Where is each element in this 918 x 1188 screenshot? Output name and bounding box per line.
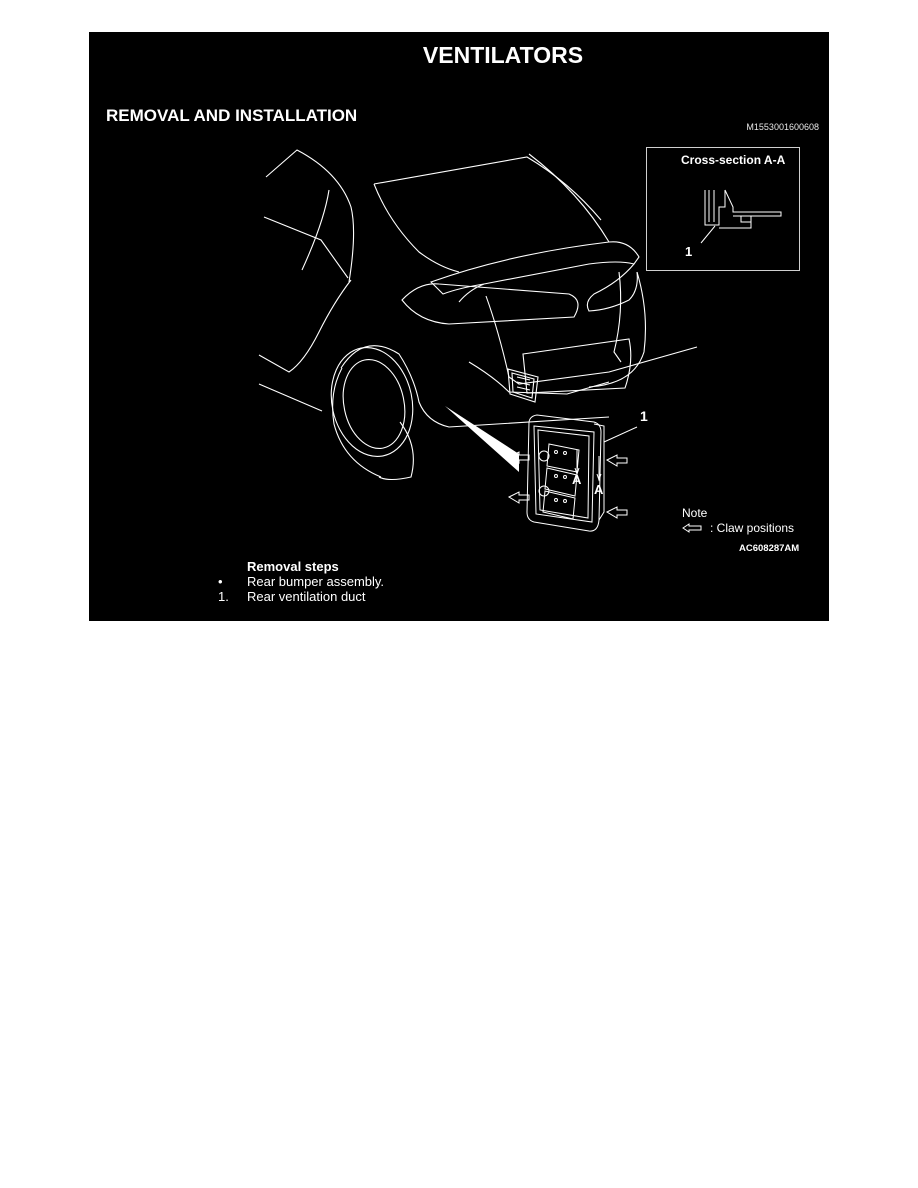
part-callout-label: 1 <box>640 408 648 424</box>
claw-arrow-icon <box>509 492 529 503</box>
claw-arrow-icon <box>607 455 627 466</box>
page-title: VENTILATORS <box>422 42 584 68</box>
step-marker: 1. <box>218 589 229 604</box>
removal-steps <box>218 559 384 604</box>
step-marker: • <box>218 574 223 589</box>
note-legend-text: : Claw positions <box>710 521 795 535</box>
removal-step <box>218 574 384 589</box>
figure-panel <box>89 32 829 621</box>
inset-title: Cross-section A-A <box>681 153 786 167</box>
step-text: Rear bumper assembly. <box>247 574 385 589</box>
vent-on-body <box>508 369 538 402</box>
document-code: M1553001600608 <box>746 122 819 132</box>
removal-steps-heading: Removal steps <box>247 559 339 574</box>
inset-callout-label: 1 <box>685 244 693 259</box>
step-text: Rear ventilation duct <box>247 589 366 604</box>
note-heading: Note <box>682 506 708 520</box>
section-mark-a: A <box>572 472 582 487</box>
section-mark-a: A <box>594 482 604 497</box>
note-legend <box>682 521 794 535</box>
hollow-left-arrow-icon <box>682 523 702 533</box>
section-heading: REMOVAL AND INSTALLATION <box>106 106 358 125</box>
removal-step <box>218 589 384 604</box>
cross-section-inset <box>646 147 800 271</box>
claw-arrow-icon <box>607 507 627 518</box>
figure-id: AC608287AM <box>739 543 800 554</box>
